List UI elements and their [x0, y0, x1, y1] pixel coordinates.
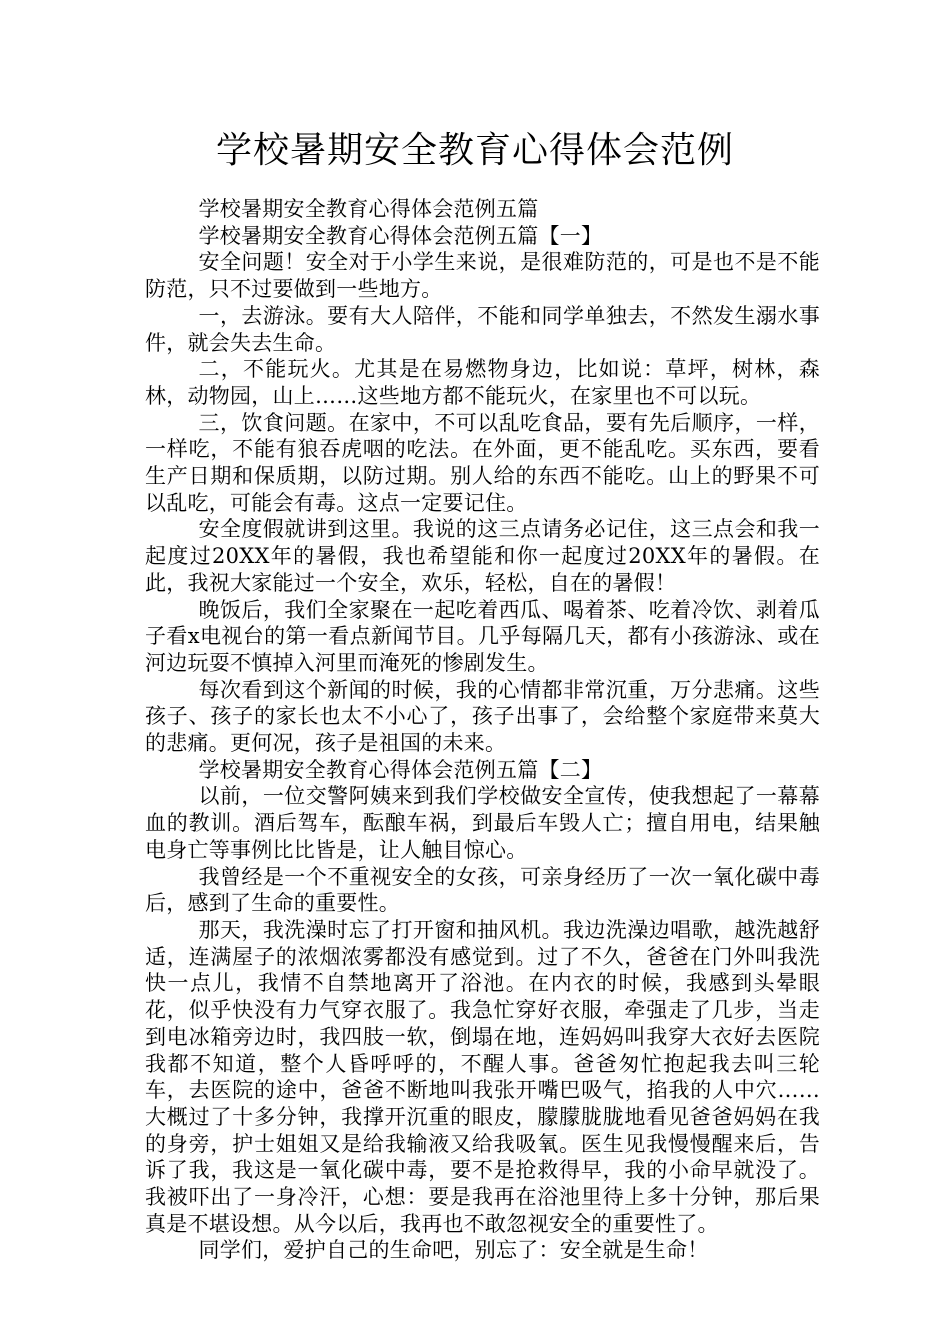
body-paragraph: 二，不能玩火。尤其是在易燃物身边，比如说：草坪，树林，森林，动物园，山上……这些地方都不能玩火，在家里也不可以玩。	[145, 357, 820, 408]
body-paragraph: 晚饭后，我们全家聚在一起吃着西瓜、喝着茶、吃着冷饮、剥着瓜子看x电视台的第一看点新闻节目。几乎每隔几天，都有小孩游泳、或在河边玩耍不慎掉入河里而淹死的惨剧发生。	[145, 597, 820, 675]
body-paragraph: 以前，一位交警阿姨来到我们学校做安全宣传，使我想起了一幕幕血的教训。酒后驾车，酝酿车祸，到最后车毁人亡；擅自用电，结果触电身亡等事例比比皆是，让人触目惊心。	[145, 784, 820, 862]
body-paragraph: 我曾经是一个不重视安全的女孩，可亲身经历了一次一氧化碳中毒后，感到了生命的重要性。	[145, 864, 820, 916]
body-paragraph: 那天，我洗澡时忘了打开窗和抽风机。我边洗澡边唱歌，越洗越舒适，连满屋子的浓烟浓雾都没有感觉到。过了不久，爸爸在门外叫我洗快一点儿，我情不自禁地离开了浴池。在内衣的时候，我感到头晕眼花，似乎快没有力气穿衣服了。我急忙穿好衣服，牵强走了几步，当走到电冰箱旁边时，我四肢一软，倒塌在地，连妈妈叫我穿大衣好去医院我都不知道，整个人昏呼呼的，不醒人事。爸爸匆忙抱起我去叫三轮车，去医院的途中，爸爸不断地叫我张开嘴巴吸气，掐我的人中穴……大概过了十多分钟，我撑开沉重的眼皮，朦朦胧胧地看见爸爸妈妈在我的身旁，护士姐姐又是给我输液又给我吸氧。医生见我慢慢醒来后，告诉了我，我这是一氧化碳中毒，要不是抢救得早，我的小命早就没了。我被吓出了一身冷汗，心想：要是我再在浴池里待上多十分钟，那后果真是不堪设想。从今以后，我再也不敢忽视安全的重要性了。	[145, 917, 820, 1236]
subtitle-paragraph: 学校暑期安全教育心得体会范例五篇	[198, 197, 539, 221]
document-body	[145, 196, 820, 1264]
body-paragraph: 安全度假就讲到这里。我说的这三点请务必记住，这三点会和我一起度过20XX年的暑假，我也希望能和你一起度过20XX年的暑假。在此，我祝大家能过一个安全，欢乐，轻松，自在的暑假！	[145, 517, 820, 595]
body-paragraph: 一，去游泳。要有大人陪伴，不能和同学单独去，不然发生溺水事件，就会失去生命。	[145, 303, 820, 355]
document-title: 学校暑期安全教育心得体会范例	[215, 130, 734, 171]
closing-paragraph: 同学们，爱护自己的生命吧，别忘了：安全就是生命！	[198, 1238, 709, 1263]
body-paragraph: 安全问题！安全对于小学生来说，是很难防范的，可是也不是不能防范，只不过要做到一些地方。	[145, 250, 820, 302]
body-paragraph: 三，饮食问题。在家中，不可以乱吃食品，要有先后顺序，一样，一样吃，不能有狼吞虎咽的吃法。在外面，更不能乱吃。买东西，要看生产日期和保质期，以防过期。别人给的东西不能吃。山上的野果不可以乱吃，可能会有毒。这点一定要记住。	[145, 410, 820, 515]
section-heading-one: 学校暑期安全教育心得体会范例五篇【一】	[198, 223, 603, 248]
body-paragraph: 每次看到这个新闻的时候，我的心情都非常沉重，万分悲痛。这些孩子、孩子的家长也太不小心了，孩子出事了，会给整个家庭带来莫大的悲痛。更何况，孩子是祖国的未来。	[145, 677, 820, 756]
section-heading-two: 学校暑期安全教育心得体会范例五篇【二】	[198, 757, 603, 782]
